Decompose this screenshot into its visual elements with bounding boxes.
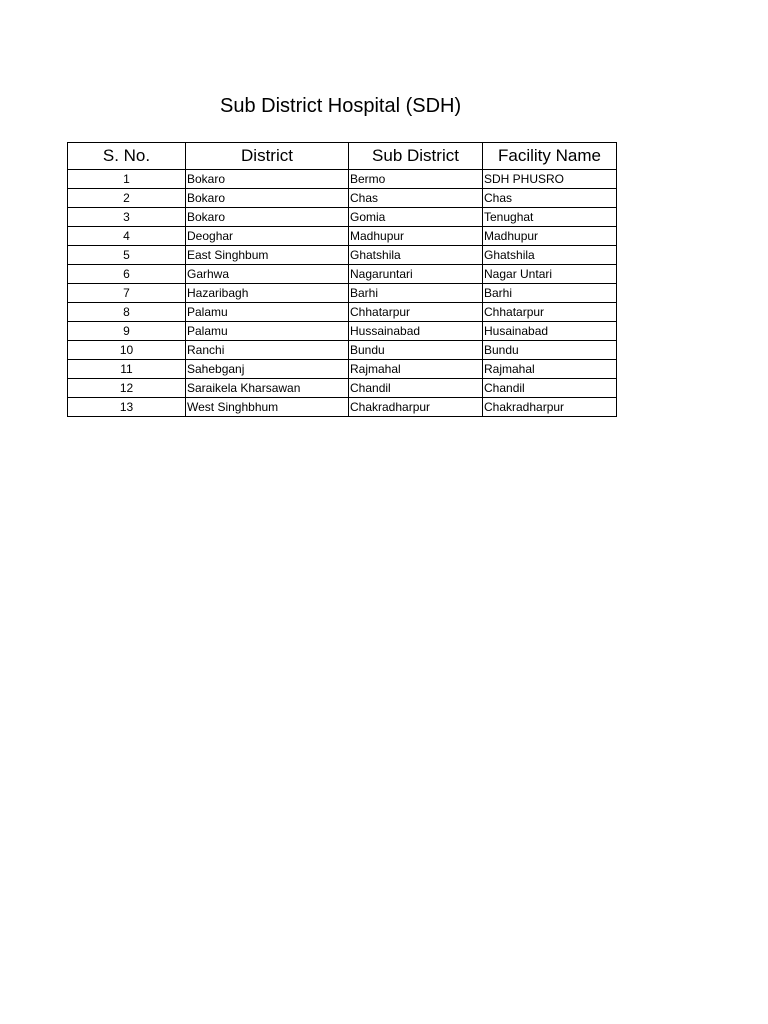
cell-facility-name: Ghatshila <box>483 246 617 265</box>
cell-facility-name: Nagar Untari <box>483 265 617 284</box>
cell-sno: 2 <box>68 189 186 208</box>
cell-facility-name: Chandil <box>483 379 617 398</box>
table-row <box>68 265 617 284</box>
cell-facility-name: Bundu <box>483 341 617 360</box>
cell-district: Bokaro <box>186 189 349 208</box>
cell-sub-district: Madhupur <box>349 227 483 246</box>
table-row <box>68 208 617 227</box>
cell-facility-name: SDH PHUSRO <box>483 170 617 189</box>
cell-district: Hazaribagh <box>186 284 349 303</box>
cell-district: Bokaro <box>186 208 349 227</box>
sdh-table <box>67 142 617 417</box>
cell-sno: 6 <box>68 265 186 284</box>
cell-facility-name: Rajmahal <box>483 360 617 379</box>
cell-district: Garhwa <box>186 265 349 284</box>
cell-facility-name: Barhi <box>483 284 617 303</box>
cell-sno: 5 <box>68 246 186 265</box>
table-header-row <box>68 143 617 170</box>
header-district: District <box>186 143 349 170</box>
table-row <box>68 322 617 341</box>
cell-sub-district: Chhatarpur <box>349 303 483 322</box>
cell-district: Bokaro <box>186 170 349 189</box>
cell-district: Saraikela Kharsawan <box>186 379 349 398</box>
header-facility-name: Facility Name <box>483 143 617 170</box>
table-row <box>68 379 617 398</box>
cell-district: Palamu <box>186 303 349 322</box>
table-row <box>68 227 617 246</box>
cell-sub-district: Ghatshila <box>349 246 483 265</box>
cell-facility-name: Chhatarpur <box>483 303 617 322</box>
cell-sno: 3 <box>68 208 186 227</box>
cell-district: Ranchi <box>186 341 349 360</box>
header-sno: S. No. <box>68 143 186 170</box>
cell-facility-name: Chas <box>483 189 617 208</box>
cell-sub-district: Barhi <box>349 284 483 303</box>
cell-facility-name: Tenughat <box>483 208 617 227</box>
cell-sno: 4 <box>68 227 186 246</box>
cell-district: West Singhbhum <box>186 398 349 417</box>
table-row <box>68 246 617 265</box>
cell-sno: 12 <box>68 379 186 398</box>
table-row <box>68 303 617 322</box>
table-row <box>68 170 617 189</box>
cell-sno: 7 <box>68 284 186 303</box>
table-row <box>68 341 617 360</box>
cell-district: Deoghar <box>186 227 349 246</box>
cell-sno: 1 <box>68 170 186 189</box>
cell-district: Palamu <box>186 322 349 341</box>
cell-district: East Singhbum <box>186 246 349 265</box>
table-row <box>68 189 617 208</box>
cell-sub-district: Chakradharpur <box>349 398 483 417</box>
cell-sub-district: Rajmahal <box>349 360 483 379</box>
cell-sno: 13 <box>68 398 186 417</box>
table-row <box>68 284 617 303</box>
cell-sub-district: Hussainabad <box>349 322 483 341</box>
cell-sub-district: Chas <box>349 189 483 208</box>
cell-facility-name: Chakradharpur <box>483 398 617 417</box>
cell-sub-district: Chandil <box>349 379 483 398</box>
table-row <box>68 398 617 417</box>
cell-sno: 8 <box>68 303 186 322</box>
cell-facility-name: Madhupur <box>483 227 617 246</box>
header-sub-district: Sub District <box>349 143 483 170</box>
cell-sno: 11 <box>68 360 186 379</box>
cell-district: Sahebganj <box>186 360 349 379</box>
page-title: Sub District Hospital (SDH) <box>220 95 462 117</box>
cell-sno: 10 <box>68 341 186 360</box>
cell-sub-district: Gomia <box>349 208 483 227</box>
cell-sub-district: Bundu <box>349 341 483 360</box>
cell-sub-district: Bermo <box>349 170 483 189</box>
cell-sub-district: Nagaruntari <box>349 265 483 284</box>
cell-facility-name: Husainabad <box>483 322 617 341</box>
table-row <box>68 360 617 379</box>
cell-sno: 9 <box>68 322 186 341</box>
